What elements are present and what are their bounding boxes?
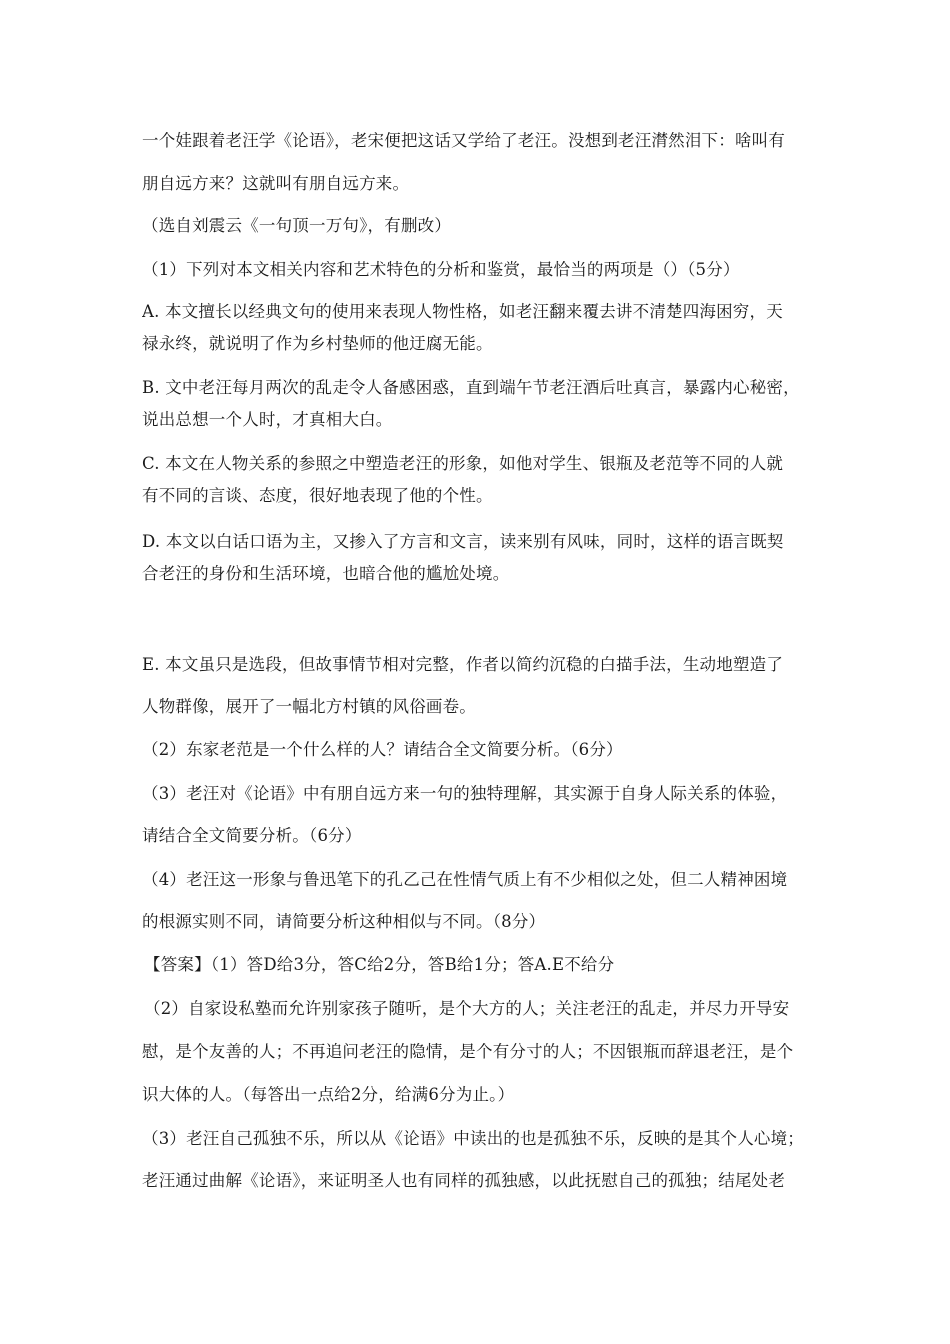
question-3-line-2: 请结合全文简要分析。（6分）: [142, 826, 362, 845]
question-4-line-1: （4）老汪这一形象与鲁迅笔下的孔乙己在性情气质上有不少相似之处，但二人精神困境: [142, 870, 788, 889]
passage-source: （选自刘震云《一句顶一万句》，有删改）: [142, 216, 452, 235]
answer-3-line-1: （3）老汪自己孤独不乐，所以从《论语》中读出的也是孤独不乐，反映的是其个人心境；: [142, 1129, 804, 1148]
question-1: （1）下列对本文相关内容和艺术特色的分析和鉴赏，最恰当的两项是（）（5分）: [142, 260, 740, 279]
option-d-line-1: D. 本文以白话口语为主，又掺入了方言和文言，读来别有风味，同时，这样的语言既契: [142, 532, 784, 551]
option-a-line-2: 禄永终，就说明了作为乡村垫师的他迂腐无能。: [142, 334, 493, 353]
option-b-line-2: 说出总想一个人时，才真相大白。: [142, 410, 393, 429]
question-3-line-1: （3）老汪对《论语》中有朋自远方来一句的独特理解，其实源于自身人际关系的体验，: [142, 784, 788, 803]
question-4-line-2: 的根源实则不同，请简要分析这种相似与不同。（8分）: [142, 912, 546, 931]
question-2: （2）东家老范是一个什么样的人？请结合全文简要分析。（6分）: [142, 740, 623, 759]
passage-line-2: 朋自远方来？这就叫有朋自远方来。: [142, 174, 410, 193]
option-a-line-1: A. 本文擅长以经典文句的使用来表现人物性格，如老汪翻来覆去讲不清楚四海困穷，天: [142, 302, 783, 321]
option-b-line-1: B. 文中老汪每月两次的乱走令人备感困惑，直到端午节老汪酒后吐真言，暴露内心秘密，: [142, 378, 800, 397]
answer-2-line-2: 慰，是个友善的人；不再追问老汪的隐情，是个有分寸的人；不因银瓶而辞退老汪，是个: [142, 1042, 794, 1061]
passage-line-1: 一个娃跟着老汪学《论语》，老宋便把这话又学给了老汪。没想到老汪潸然泪下：啥叫有: [142, 131, 786, 150]
option-e-line-1: E. 本文虽只是选段，但故事情节相对完整，作者以简约沉稳的白描手法，生动地塑造了: [142, 655, 784, 674]
option-c-line-2: 有不同的言谈、态度，很好地表现了他的个性。: [142, 486, 493, 505]
answer-2-line-1: （2）自家设私塾而允许别家孩子随听，是个大方的人；关注老汪的乱走，并尽力开导安: [144, 999, 790, 1018]
answer-1: 【答案】（1）答D给3分，答C给2分，答B给1分；答A.E不给分: [144, 955, 615, 974]
option-d-line-2: 合老汪的身份和生活环境，也暗合他的尴尬处境。: [142, 564, 510, 583]
answer-3-line-2: 老汪通过曲解《论语》，来证明圣人也有同样的孤独感，以此抚慰自己的孤独；结尾处老: [142, 1171, 786, 1190]
option-c-line-1: C. 本文在人物关系的参照之中塑造老汪的形象，如他对学生、银瓶及老范等不同的人就: [142, 454, 784, 473]
answer-2-line-3: 识大体的人。（每答出一点给2分，给满6分为止。）: [142, 1085, 515, 1104]
option-e-line-2: 人物群像，展开了一幅北方村镇的风俗画卷。: [142, 697, 476, 716]
